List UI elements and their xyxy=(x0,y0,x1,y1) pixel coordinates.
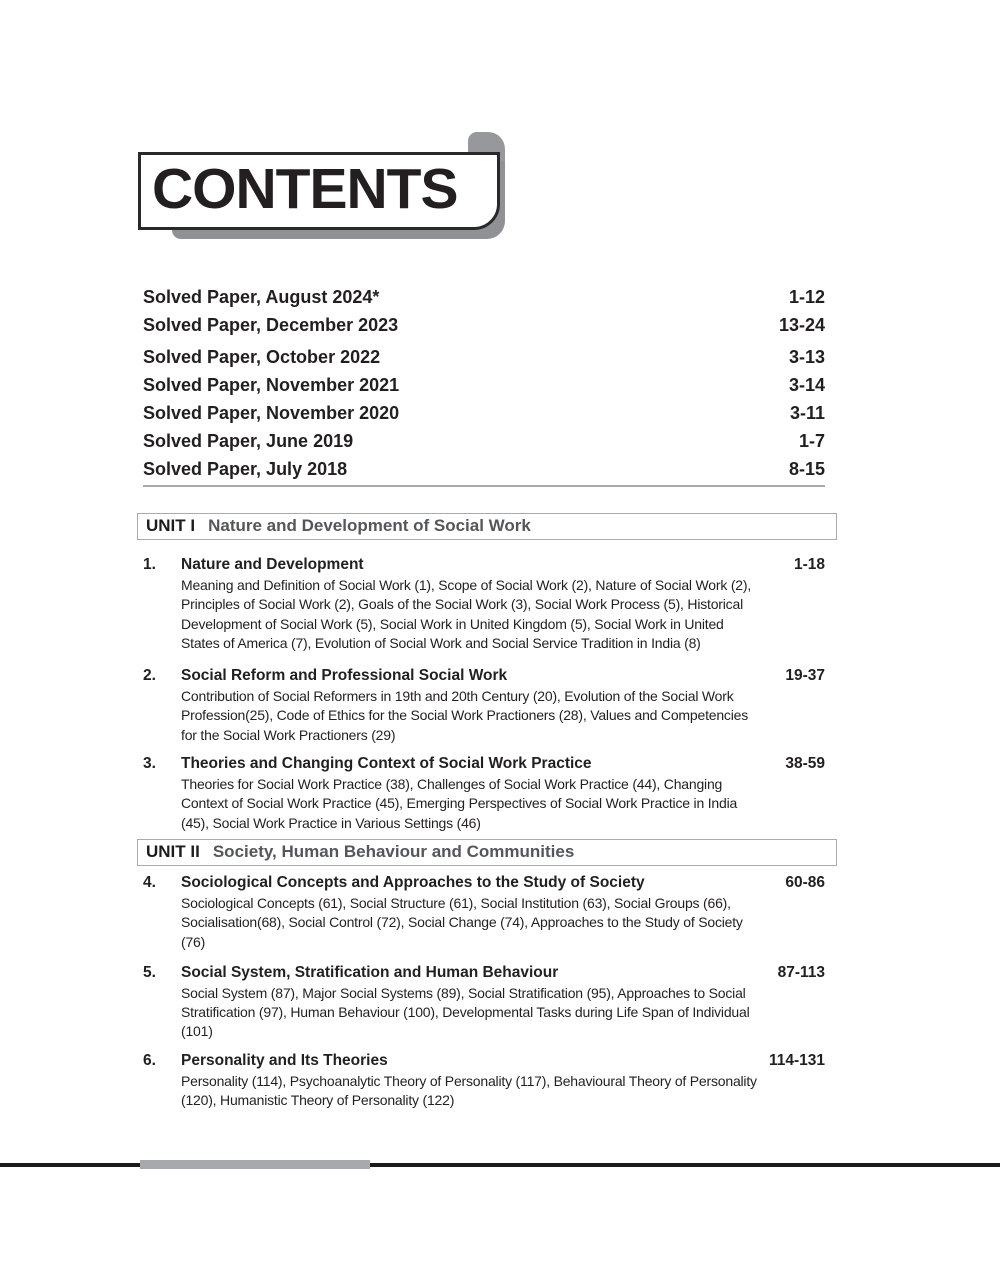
solved-paper-pages: 3-14 xyxy=(788,375,825,395)
solved-paper-label: Solved Paper, July 2018 xyxy=(143,459,348,479)
solved-paper-label: Solved Paper, August 2024* xyxy=(143,287,380,307)
solved-paper-label: Solved Paper, June 2019 xyxy=(143,431,354,451)
chapter-number: 2. xyxy=(143,667,156,685)
unit-header-1 xyxy=(137,513,837,540)
chapter-description: Meaning and Definition of Social Work (1), Scope of Social Work (2), Nature of Social Work (2), Principles of Social Work (2), Goals of the Social Work (3), Social Work Process (5), Historical Development of Social Work (5), Social Work in United Kingdom (5), Social Work in United States of America (7), Evolution of Social Work and Social Service Tradition in India (8) xyxy=(181,577,752,651)
chapter-pages: 87-113 xyxy=(777,963,825,981)
chapter-title: Theories and Changing Context of Social Work Practice xyxy=(181,755,592,773)
chapter-title: Personality and Its Theories xyxy=(181,1051,388,1069)
chapter-description: Theories for Social Work Practice (38), Challenges of Social Work Practice (44), Changing Context of Social Work Practice (45), Emerging Perspectives of Social Work Practice in India (45), Social Work Practice in Various Settings (46) xyxy=(181,776,738,831)
unit-title: Society, Human Behaviour and Communities xyxy=(212,841,575,861)
chapter-number: 6. xyxy=(143,1051,156,1069)
chapter-title: Sociological Concepts and Approaches to the Study of Society xyxy=(181,873,645,891)
chapter-title: Social System, Stratification and Human Behaviour xyxy=(181,963,559,981)
chapter-description: Personality (114), Psychoanalytic Theory of Personality (117), Behavioural Theory of Personality (120), Humanistic Theory of Personality (122) xyxy=(181,1072,757,1109)
chapter-pages: 19-37 xyxy=(785,667,825,685)
chapter-row xyxy=(143,665,825,745)
chapter-pages: 60-86 xyxy=(785,873,825,891)
solved-paper-pages: 3-11 xyxy=(789,403,825,423)
solved-paper-pages: 1-7 xyxy=(798,431,825,451)
footer-accent-bar xyxy=(140,1160,370,1169)
page-title: CONTENTS xyxy=(152,156,458,221)
chapter-title: Social Reform and Professional Social Work xyxy=(181,667,508,685)
chapter-row xyxy=(143,753,825,833)
chapter-pages: 114-131 xyxy=(768,1051,825,1069)
solved-paper-label: Solved Paper, November 2021 xyxy=(143,375,400,395)
solved-paper-row xyxy=(143,311,825,339)
chapter-row xyxy=(143,872,825,952)
unit-label: UNIT I xyxy=(146,516,196,535)
solved-paper-label: Solved Paper, November 2020 xyxy=(143,403,400,423)
unit-header-2 xyxy=(137,839,837,866)
solved-paper-pages: 8-15 xyxy=(788,459,825,479)
chapter-number: 1. xyxy=(143,556,156,573)
chapter-title: Nature and Development xyxy=(181,556,364,573)
solved-paper-label: Solved Paper, December 2023 xyxy=(143,315,399,335)
chapter-number: 4. xyxy=(143,873,156,891)
section-divider xyxy=(143,485,825,487)
chapter-description: Social System (87), Major Social Systems (89), Social Stratification (95), Approaches to Social Stratification (97), Human Behaviour (100), Developmental Tasks during Life Span of Individual (101) xyxy=(181,984,750,1040)
solved-paper-pages: 13-24 xyxy=(778,315,825,335)
chapter-description: Contribution of Social Reformers in 19th and 20th Century (20), Evolution of the Social Work Profession(25), Code of Ethics for the Social Work Practioners (28), Values and Competencies for the Social Work Practioners (29) xyxy=(181,688,749,743)
contents-header-box xyxy=(138,152,500,230)
solved-paper-row xyxy=(143,427,825,455)
unit-label: UNIT II xyxy=(146,841,200,861)
solved-papers-list xyxy=(143,283,825,483)
chapter-pages: 1-18 xyxy=(793,556,825,573)
chapter-row xyxy=(143,554,825,653)
toc-body xyxy=(143,283,825,1110)
chapter-description: Sociological Concepts (61), Social Structure (61), Social Institution (63), Social Groups (66), Socialisation(68), Social Control (72), Social Change (74), Approaches to the Study of Society (76) xyxy=(181,894,743,950)
unit-title: Nature and Development of Social Work xyxy=(208,516,531,535)
chapter-number: 5. xyxy=(143,963,156,981)
solved-paper-row xyxy=(143,283,825,311)
chapter-number: 3. xyxy=(143,755,156,773)
chapter-pages: 38-59 xyxy=(785,755,825,773)
contents-header xyxy=(138,152,500,230)
solved-paper-row xyxy=(143,399,825,427)
solved-paper-row xyxy=(143,343,825,371)
chapter-row xyxy=(143,1050,825,1111)
solved-paper-row xyxy=(143,455,825,483)
chapter-row xyxy=(143,962,825,1042)
solved-paper-pages: 3-13 xyxy=(788,347,825,367)
solved-paper-pages: 1-12 xyxy=(788,287,825,307)
solved-paper-row xyxy=(143,371,825,399)
solved-paper-label: Solved Paper, October 2022 xyxy=(143,347,381,367)
